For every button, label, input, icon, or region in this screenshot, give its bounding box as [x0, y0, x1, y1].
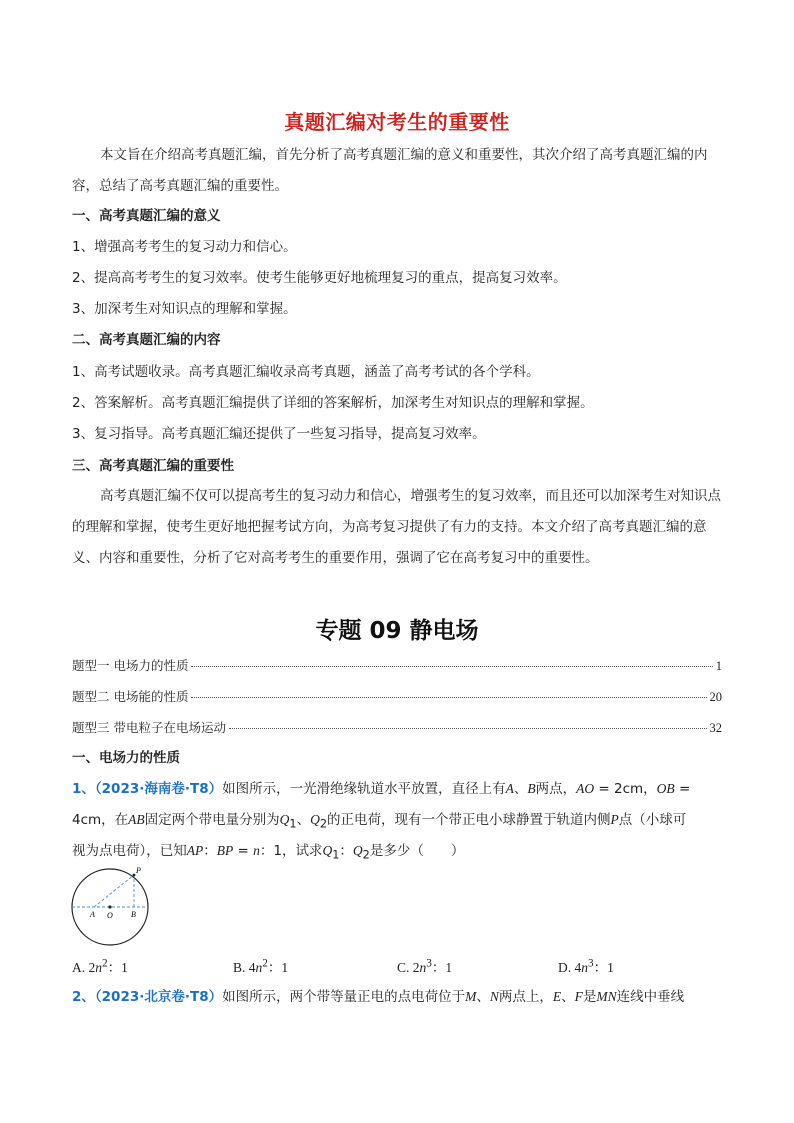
- text: 是: [582, 989, 597, 1005]
- text: = 2cm，: [594, 781, 657, 797]
- option-var: n: [581, 960, 588, 975]
- section-3-heading: 三、高考真题汇编的重要性: [72, 458, 234, 474]
- option-var: n: [95, 960, 102, 975]
- toc-label: 题型二 电场能的性质: [72, 689, 189, 704]
- subscript: 2: [362, 848, 370, 862]
- option-exp: 3: [426, 957, 432, 970]
- section-2-item: 1、高考试题收录。高考真题汇编收录高考真题，涵盖了高考考试的各个学科。: [72, 364, 540, 380]
- subscript: 1: [332, 848, 340, 862]
- var: AO: [576, 781, 595, 796]
- label-A: A: [90, 910, 95, 919]
- option-letter: C.: [397, 960, 413, 975]
- toc-leader: [191, 665, 712, 667]
- question-1-line-1: [72, 779, 690, 799]
- var: P: [610, 812, 619, 827]
- text: 4cm，在: [72, 812, 129, 828]
- subscript: 1: [289, 817, 297, 831]
- option-a[interactable]: [72, 956, 128, 976]
- text: 固定两个带电量分别为: [144, 812, 280, 828]
- option-coef: 4: [574, 960, 582, 975]
- var: E: [552, 989, 562, 1004]
- toc-page: 32: [709, 721, 722, 735]
- section-1-heading: 一、高考真题汇编的意义: [72, 208, 221, 224]
- text: 是多少（ ）: [369, 843, 465, 859]
- var: BP: [216, 843, 234, 858]
- subscript: 2: [319, 817, 328, 831]
- toc-page: 20: [709, 690, 722, 704]
- toc-entry[interactable]: [72, 656, 722, 674]
- question-source: （2023·海南卷·T8）: [94, 781, 223, 797]
- option-var: n: [419, 960, 427, 975]
- var: Q: [310, 812, 320, 827]
- option-c[interactable]: [397, 956, 452, 976]
- question-source: （2023·北京卷·T8）: [94, 989, 223, 1005]
- question-1-line-2: [72, 810, 686, 835]
- intro-paragraph: 本文旨在介绍高考真题汇编，首先分析了高考真题汇编的意义和重要性，其次介绍了高考真题汇编的内容，总结了高考真题汇编的重要性。: [72, 147, 708, 194]
- doc-title: 真题汇编对考生的重要性: [284, 110, 510, 134]
- toc-label: 题型一 电场力的性质: [72, 658, 189, 673]
- text: 点（小球可: [618, 812, 687, 828]
- point-P: [133, 874, 136, 877]
- var: F: [574, 989, 583, 1004]
- text: ：1，试求: [259, 843, 323, 859]
- toc-label: 题型三 带电粒子在电场运动: [72, 720, 226, 735]
- toc-entry[interactable]: [72, 687, 722, 705]
- option-tail: ：1: [267, 960, 289, 975]
- option-letter: A.: [72, 960, 89, 975]
- text: 两点，: [535, 781, 577, 797]
- var: OB: [656, 781, 675, 796]
- var: M: [465, 989, 477, 1004]
- var: B: [527, 781, 536, 796]
- section-1-item: 1、增强高考考生的复习动力和信心。: [72, 239, 297, 255]
- option-coef: 2: [88, 960, 96, 975]
- topic-title: 专题 09 静电场: [315, 618, 479, 644]
- text: ：: [203, 843, 217, 859]
- section-1-item: 2、提高高考考生的复习效率。使考生能够更好地梳理复习的重点，提高复习效率。: [72, 270, 567, 286]
- text: 、: [476, 989, 490, 1005]
- section-2-item: 2、答案解析。高考真题汇编提供了详细的答案解析，加深考生对知识点的理解和掌握。: [72, 395, 594, 411]
- var: N: [489, 989, 499, 1004]
- var: MN: [596, 989, 617, 1004]
- option-letter: D.: [558, 960, 575, 975]
- center-point: [108, 905, 111, 908]
- option-tail: ：1: [431, 960, 453, 975]
- text: 的正电荷，现有一个带正电小球静置于轨道内侧: [327, 812, 611, 828]
- option-b[interactable]: [233, 956, 288, 976]
- var: n: [253, 843, 260, 858]
- circle-track-figure: [66, 864, 160, 948]
- section-heading: 一、电场力的性质: [72, 750, 180, 766]
- var: AP: [186, 843, 204, 858]
- toc-page: 1: [715, 659, 722, 673]
- option-exp: 2: [102, 957, 108, 970]
- question-1-line-3: [72, 841, 464, 866]
- section-2-heading: 二、高考真题汇编的内容: [72, 332, 221, 348]
- text: ：: [339, 843, 353, 859]
- section-2-item: 3、复习指导。高考真题汇编还提供了一些复习指导，提高复习效率。: [72, 426, 486, 442]
- text: 如图所示，两个带等量正电的点电荷位于: [222, 989, 466, 1005]
- section-1-item: 3、加深考生对知识点的理解和掌握。: [72, 301, 297, 317]
- option-tail: ：1: [593, 960, 614, 975]
- option-coef: 2: [412, 960, 420, 975]
- question-number: 1、: [72, 781, 95, 797]
- option-letter: B.: [233, 960, 249, 975]
- var: Q: [279, 812, 290, 827]
- text: 、: [296, 812, 311, 828]
- var: AB: [128, 812, 145, 827]
- var: Q: [322, 843, 333, 858]
- label-B: B: [131, 910, 136, 919]
- text: =: [233, 843, 254, 859]
- text: =: [674, 781, 691, 797]
- var: A: [505, 781, 514, 796]
- question-2-line-1: [72, 987, 684, 1007]
- toc-entry[interactable]: [72, 718, 722, 736]
- section-3-paragraph: 高考真题汇编不仅可以提高考生的复习动力和信心，增强考生的复习效率，而且还可以加深考生对知识点的理解和掌握，使考生更好地把握考试方向，为高考复习提供了有力的支持。本文介绍了高考真题汇编的意义、内容和重要性，分析了它对高考考生的重要作用，强调了它在高考复习中的重要性。: [72, 488, 721, 566]
- option-d[interactable]: [558, 956, 614, 976]
- option-exp: 2: [262, 957, 268, 970]
- text: 如图所示，一光滑绝缘轨道水平放置，直径上有: [222, 781, 506, 797]
- toc-leader: [191, 696, 706, 698]
- line-AP: [94, 875, 134, 907]
- text: 连线中垂线: [616, 989, 685, 1005]
- text: 两点上，: [498, 989, 553, 1005]
- option-var: n: [255, 960, 263, 975]
- label-P: P: [136, 866, 141, 875]
- text: 视为点电荷），已知: [72, 843, 187, 859]
- option-coef: 4: [248, 960, 256, 975]
- text: 、: [561, 989, 575, 1005]
- option-exp: 3: [588, 957, 594, 970]
- option-tail: ：1: [107, 960, 128, 975]
- question-number: 2、: [72, 989, 95, 1005]
- var: Q: [352, 843, 363, 858]
- toc-leader: [229, 727, 707, 729]
- text: 、: [513, 781, 528, 797]
- label-O: O: [107, 911, 113, 920]
